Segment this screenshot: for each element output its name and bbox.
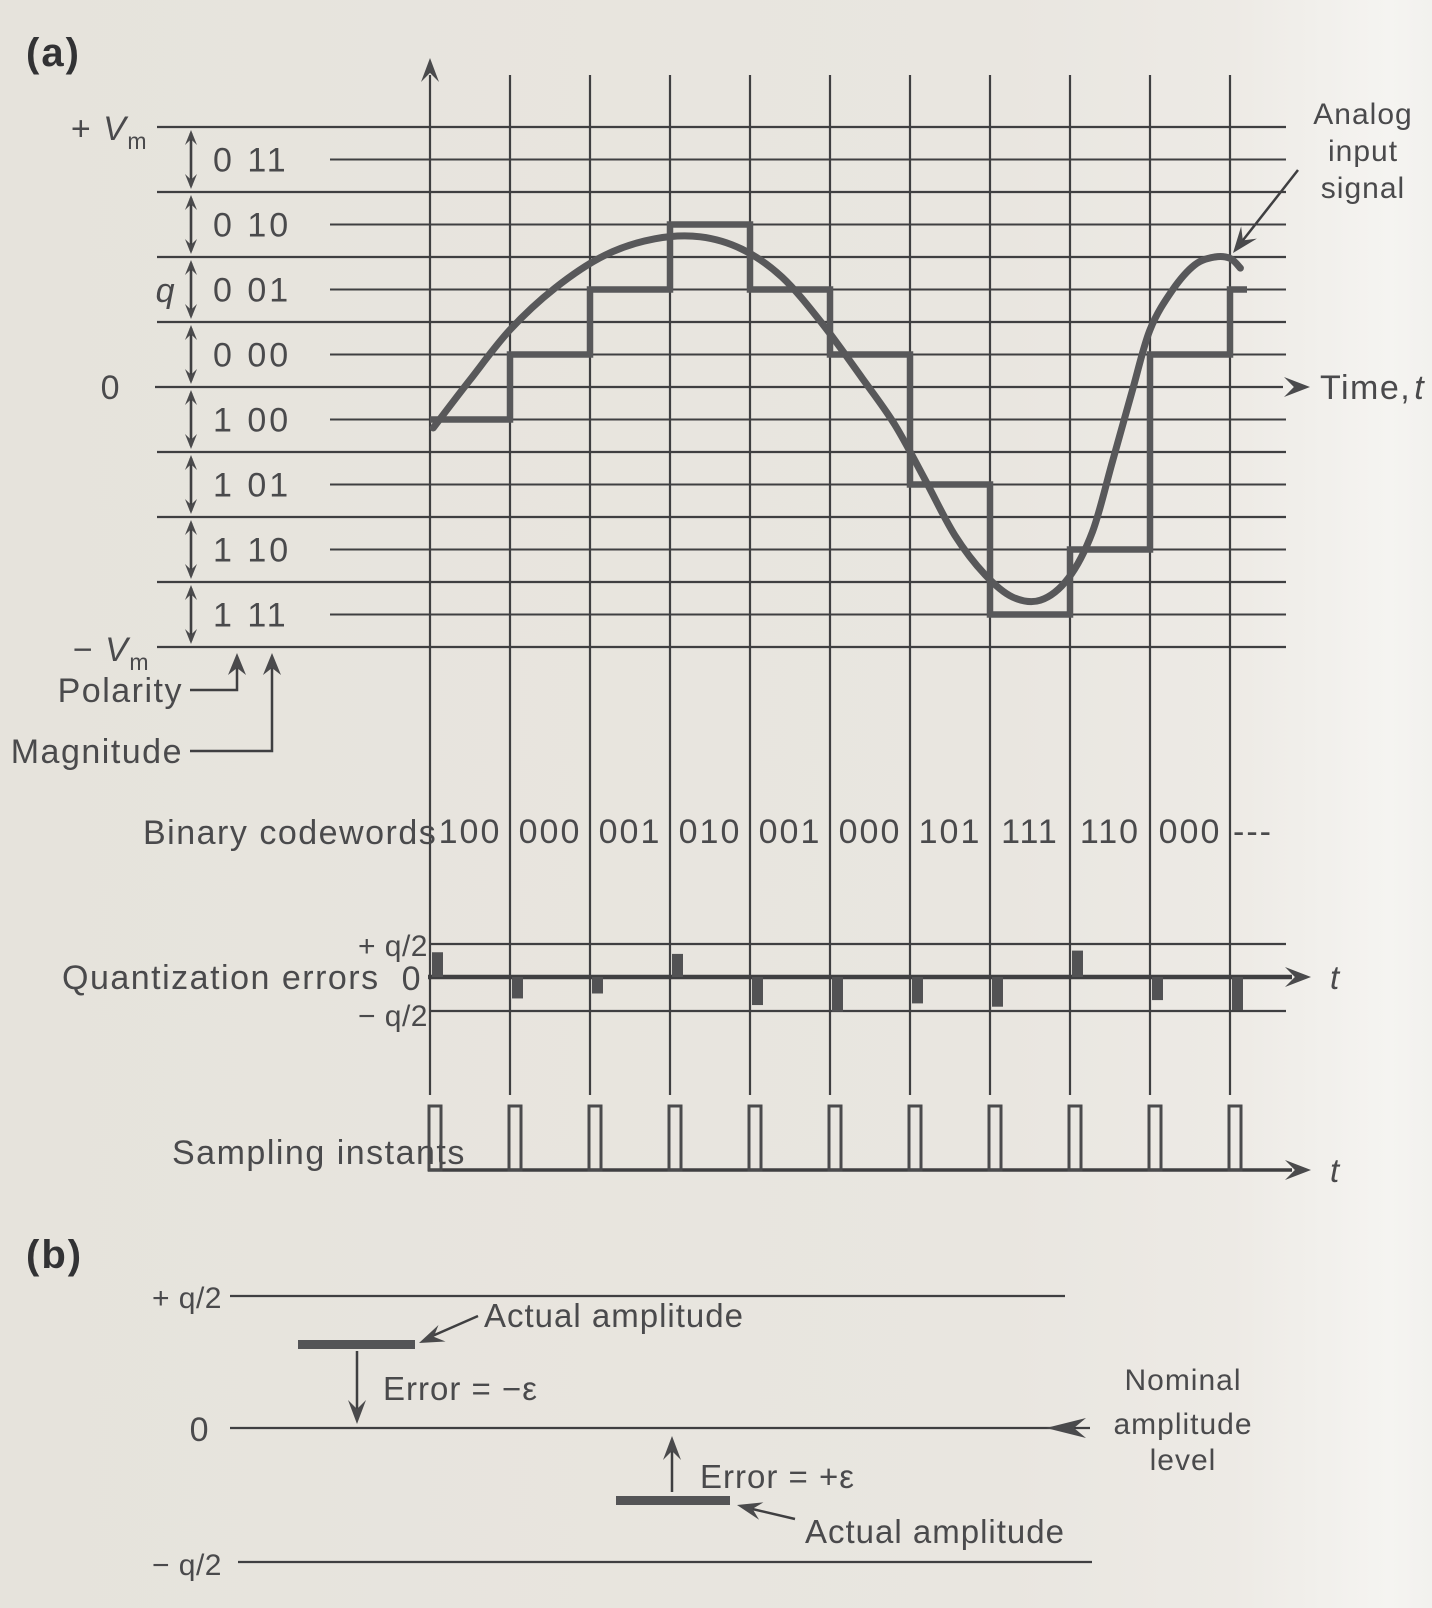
quantization-error-bar xyxy=(752,977,763,1005)
analog-signal-label-line2: input xyxy=(1327,135,1399,168)
time-axis-label: Time,t xyxy=(1320,369,1426,407)
binary-codeword-value: 100 xyxy=(438,813,502,851)
error-negative-label: Error = −ε xyxy=(383,1370,538,1407)
b-zero-label: 0 xyxy=(189,1411,210,1449)
actual-amplitude-bar-negative-case xyxy=(298,1340,415,1349)
sampling-pulse xyxy=(909,1106,921,1170)
b-pos-label: + q/2 xyxy=(151,1282,222,1315)
analog-signal-callout-line xyxy=(1240,170,1298,244)
quantization-error-bar xyxy=(1152,977,1163,1000)
binary-codeword-value: 001 xyxy=(758,813,822,851)
quantization-error-bar xyxy=(672,954,683,977)
actual-amplitude-label-2: Actual amplitude xyxy=(805,1513,1065,1550)
y-max-label: + $V_m$ xyxy=(70,110,148,154)
nominal-label-line3: level xyxy=(1149,1444,1217,1477)
error-pos-label: + q/2 xyxy=(357,930,428,963)
quantization-error-bar xyxy=(1072,951,1083,977)
nominal-label-line2: amplitude xyxy=(1113,1408,1253,1441)
sampling-axis-t-label: t xyxy=(1330,1152,1341,1189)
binary-codeword-value: --- xyxy=(1233,813,1273,851)
quantization-level-label: 0 01 xyxy=(213,271,292,310)
actual-amplitude-bar-positive-case xyxy=(616,1496,730,1505)
b-neg-label: − q/2 xyxy=(151,1549,222,1582)
quantization-error-bar xyxy=(992,977,1003,1007)
actual-amplitude-label-1: Actual amplitude xyxy=(484,1297,744,1334)
magnitude-label: Magnitude xyxy=(10,733,183,771)
sampling-pulse xyxy=(829,1106,841,1170)
quantization-level-label: 0 10 xyxy=(213,206,292,245)
quantization-errors-label: Quantization errors xyxy=(62,959,380,997)
sampling-pulse xyxy=(1229,1106,1241,1170)
sampling-pulse xyxy=(1069,1106,1081,1170)
sampling-pulse xyxy=(589,1106,601,1170)
analog-signal-label-line1: Analog xyxy=(1313,98,1413,131)
binary-codeword-value: 000 xyxy=(838,813,902,851)
quantization-level-label: 0 00 xyxy=(213,336,292,375)
error-axis-t-label: t xyxy=(1330,959,1341,996)
quantization-level-label: 1 11 xyxy=(213,596,289,635)
y-min-label: − $V_m$ xyxy=(72,631,150,675)
time-axis-arrowhead-icon xyxy=(1284,377,1310,397)
part-a-label: (a) xyxy=(26,31,81,75)
polarity-label: Polarity xyxy=(57,672,183,710)
nominal-label-line1: Nominal xyxy=(1124,1364,1242,1397)
quantization-error-bar xyxy=(432,952,443,977)
binary-codeword-value: 000 xyxy=(1158,813,1222,851)
part-b-label: (b) xyxy=(26,1233,84,1277)
quantization-level-label: 0 11 xyxy=(213,141,289,180)
binary-codeword-value: 110 xyxy=(1079,813,1141,851)
binary-codeword-value: 101 xyxy=(918,813,982,851)
error-neg-label: − q/2 xyxy=(357,1000,428,1033)
analog-signal-label-line3: signal xyxy=(1320,172,1406,205)
y-zero-label: 0 xyxy=(100,369,121,407)
quantum-step-label: q xyxy=(155,272,176,310)
sampling-pulse xyxy=(749,1106,761,1170)
error-positive-label: Error = +ε xyxy=(700,1458,855,1495)
binary-codewords-label: Binary codewords xyxy=(143,814,438,852)
actual-amplitude-arrowhead-1-icon xyxy=(415,1325,445,1351)
quantization-level-label: 1 10 xyxy=(213,531,292,570)
quantization-error-bar xyxy=(512,977,523,998)
polarity-arrow xyxy=(190,662,237,690)
quantization-error-bar xyxy=(592,977,603,994)
sampling-pulse xyxy=(989,1106,1001,1170)
binary-codeword-value: 111 xyxy=(1001,813,1059,851)
binary-codeword-value: 010 xyxy=(678,813,742,851)
quantization-error-bar xyxy=(912,977,923,1003)
sampling-pulse xyxy=(509,1106,521,1170)
actual-amplitude-arrowhead-2-icon xyxy=(735,1496,764,1520)
sampling-instants-label: Sampling instants xyxy=(172,1134,466,1172)
sampling-pulse xyxy=(669,1106,681,1170)
quantization-error-bar xyxy=(832,977,843,1012)
magnitude-arrow xyxy=(190,662,272,751)
quantization-level-label: 1 01 xyxy=(213,466,292,505)
error-zero-label: 0 xyxy=(401,960,422,998)
quantization-level-label: 1 00 xyxy=(213,401,292,440)
binary-codeword-value: 000 xyxy=(518,813,582,851)
quantization-error-bar xyxy=(1232,977,1243,1010)
sampling-pulse xyxy=(1149,1106,1161,1170)
binary-codeword-value: 001 xyxy=(598,813,662,851)
